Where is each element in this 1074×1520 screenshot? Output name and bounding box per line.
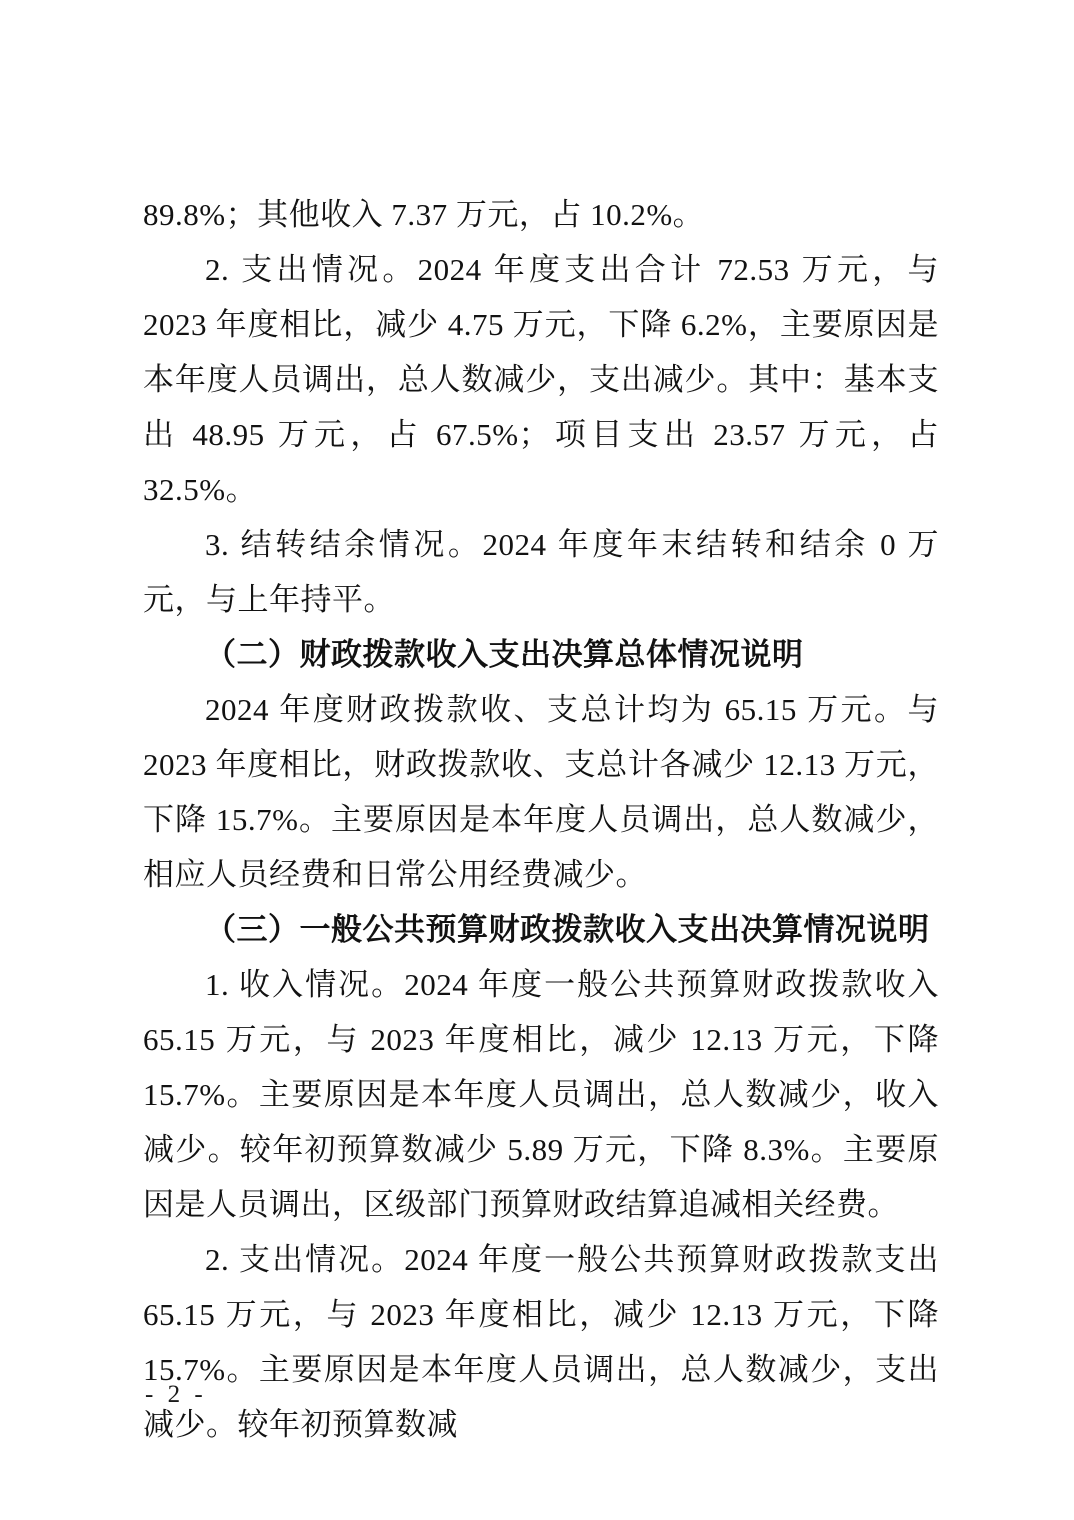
section-heading-fiscal-appropriation-overview: （二）财政拨款收入支出决算总体情况说明	[205, 637, 804, 672]
paragraph-fiscal-appropriation-detail: 2024 年度财政拨款收、支总计均为 65.15 万元。与 2023 年度相比，财政拨款收、支总计各减少 12.13 万元，下降 15.7%。主要原因是本年度人员调出，总人数减少，相应人员经费和日常公用经费减少。	[143, 692, 939, 892]
paragraph-expenditure-situation: 2. 支出情况。2024 年度一般公共预算财政拨款支出 65.15 万元，与 2023 年度相比，减少 12.13 万元，下降 15.7%。主要原因是本年度人员调出，总人数减少，支出减少。较年初预算数减	[143, 1242, 939, 1442]
paragraph-income-situation: 1. 收入情况。2024 年度一般公共预算财政拨款收入 65.15 万元，与 2023 年度相比，减少 12.13 万元，下降 15.7%。主要原因是本年度人员调出，总人数减少，收入减少。较年初预算数减少 5.89 万元，下降 8.3%。主要原因是人员调出，区级部门预算财政结算追减相关经费。	[143, 967, 939, 1222]
page-number: - 2 -	[145, 1381, 207, 1408]
paragraph-expenditure-overview: 2. 支出情况。2024 年度支出合计 72.53 万元，与 2023 年度相比，减少 4.75 万元，下降 6.2%，主要原因是本年度人员调出，总人数减少，支出减少。其中：基本支出 48.95 万元，占 67.5%；项目支出 23.57 万元，占 32.5%。	[143, 252, 939, 507]
paragraph-continuation: 89.8%；其他收入 7.37 万元，占 10.2%。	[143, 197, 705, 232]
paragraph-carryover-balance: 3. 结转结余情况。2024 年度年末结转和结余 0 万元，与上年持平。	[143, 527, 939, 617]
section-heading-general-public-budget: （三）一般公共预算财政拨款收入支出决算情况说明	[205, 912, 930, 947]
document-body	[143, 187, 939, 1452]
